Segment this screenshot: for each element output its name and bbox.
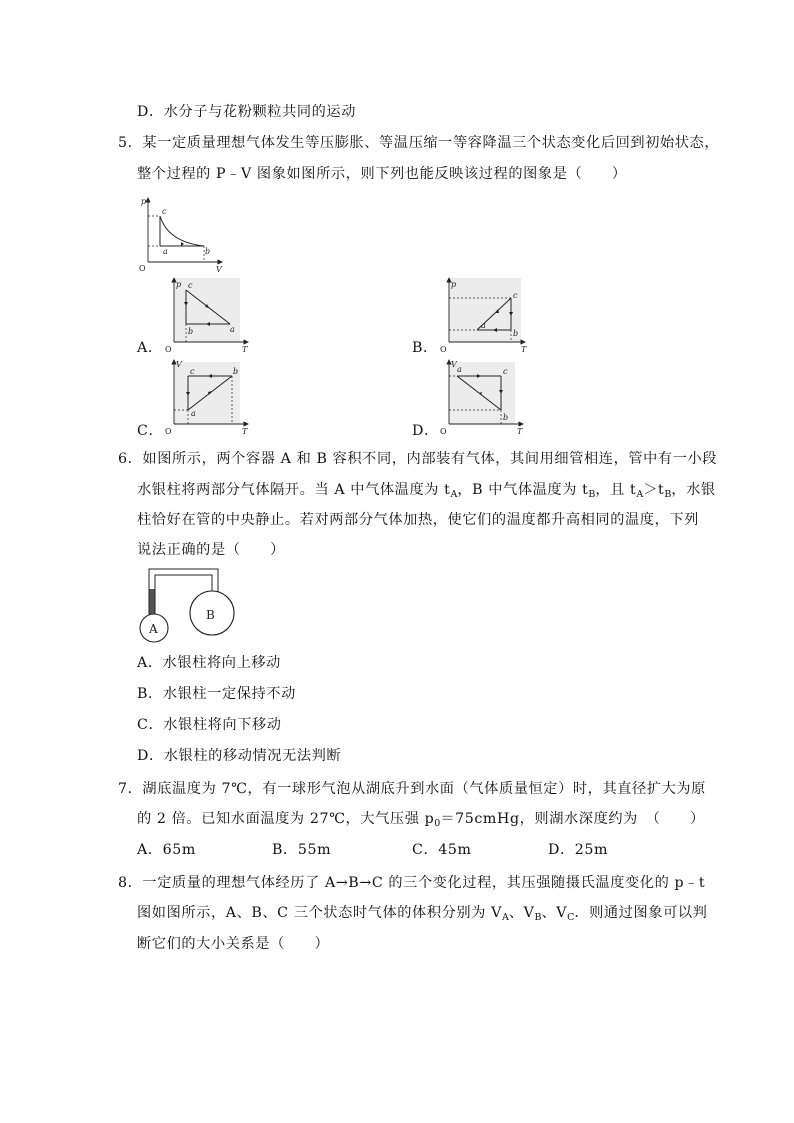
y-axis-label: V	[176, 360, 182, 369]
y-axis-label: V	[451, 360, 457, 369]
q6-stem-line4: 说法正确的是（ ）	[137, 542, 285, 558]
x-axis-label: T	[242, 345, 248, 352]
point-a: a	[191, 409, 196, 418]
q6-option-b[interactable]: B．水银柱一定保持不动	[137, 686, 296, 702]
q7-option-d[interactable]: D．25m	[548, 842, 609, 858]
origin-label: O	[440, 345, 447, 352]
y-axis-label: p	[451, 280, 457, 289]
point-c: c	[188, 281, 193, 290]
q5-stem-line1: 5．某一定质量理想气体发生等压膨胀、等温压缩一等容降温三个状态变化后回到初始状态，	[118, 135, 720, 151]
q5-option-a-label[interactable]: A．	[137, 340, 163, 356]
origin-label: O	[165, 427, 172, 434]
q5-option-b-label[interactable]: B．	[412, 340, 438, 356]
q8-stem-line2: 图如图所示，A、B、C 三个状态时气体的体积分别为 $V_A$、$V_B$、$V_C$．则通过图象可以判	[137, 905, 708, 923]
y-axis-label: p	[141, 197, 147, 206]
q8-stem-line1: 8．一定质量的理想气体经历了 A→B→C 的三个变化过程，其压强随摄氏温度变化的 p﹣t	[118, 875, 706, 891]
q5-option-c-diagram[interactable]	[162, 358, 254, 434]
point-b: b	[513, 329, 519, 338]
point-b: b	[205, 247, 211, 256]
x-axis-label: T	[517, 427, 523, 434]
x-axis-label: T	[242, 427, 248, 434]
q6-option-d[interactable]: D．水银柱的移动情况无法判断	[137, 748, 342, 764]
q6-option-c[interactable]: C．水银柱将向下移动	[137, 717, 282, 733]
q7-stem-line1: 7．湖底温度为 7℃，有一球形气泡从湖底升到水面（气体质量恒定）时，其直径扩大为原	[118, 781, 706, 797]
q7-option-b[interactable]: B．55m	[272, 842, 332, 858]
q4-option-d[interactable]: D．水分子与花粉颗粒共同的运动	[137, 104, 357, 120]
point-a: a	[230, 325, 235, 334]
container-a-label: A	[149, 622, 158, 636]
q6-stem-line1: 6．如图所示，两个容器 A 和 B 容积不同，内部装有气体，其间用细管相连，管中有一小段	[118, 451, 718, 467]
q5-stem-line2: 整个过程的 P﹣V 图象如图所示，则下列也能反映该过程的图象是（ ）	[137, 166, 627, 182]
q6-stem-line3: 柱恰好在管的中央静止。若对两部分气体加热，使它们的温度都升高相同的温度，下列	[137, 512, 699, 528]
point-c: c	[162, 207, 167, 216]
point-b: b	[503, 413, 509, 422]
q5-option-d-label[interactable]: D．	[412, 423, 439, 439]
q5-option-a-diagram[interactable]	[162, 276, 254, 352]
q6-containers-diagram	[132, 565, 244, 647]
point-a: a	[163, 247, 168, 256]
q5-pv-diagram	[136, 194, 232, 272]
y-axis-label: p	[176, 280, 182, 289]
q5-option-d-diagram[interactable]	[437, 358, 529, 434]
point-c: c	[190, 367, 195, 376]
q7-option-c[interactable]: C．45m	[412, 842, 472, 858]
point-b: b	[233, 367, 239, 376]
q5-option-b-diagram[interactable]	[437, 276, 533, 352]
q6-option-a[interactable]: A．水银柱将向上移动	[137, 655, 281, 671]
point-c: c	[503, 367, 508, 376]
origin-label: O	[139, 264, 146, 272]
point-c: c	[513, 291, 518, 300]
q6-stem-line2: 水银柱将两部分气体隔开。当 A 中气体温度为 $t_A$，B 中气体温度为 $t_B$，且 $t_A>t_B$，水银	[137, 482, 716, 500]
x-axis-label: T	[521, 345, 527, 352]
q7-stem-line2: 的 2 倍。已知水面温度为 27℃，大气压强 $p_0=75cmHg$，则湖水深度约为 （ ）	[137, 811, 705, 829]
container-b-label: B	[206, 608, 215, 622]
origin-label: O	[440, 427, 447, 434]
q5-option-c-label[interactable]: C．	[137, 423, 164, 439]
point-a: a	[457, 365, 462, 374]
origin-label: O	[165, 345, 172, 352]
point-b: b	[188, 327, 194, 336]
point-a: a	[481, 321, 486, 330]
q8-stem-line3: 断它们的大小关系是（ ）	[137, 936, 330, 952]
q7-option-a[interactable]: A．65m	[137, 842, 196, 858]
x-axis-label: V	[216, 265, 222, 272]
